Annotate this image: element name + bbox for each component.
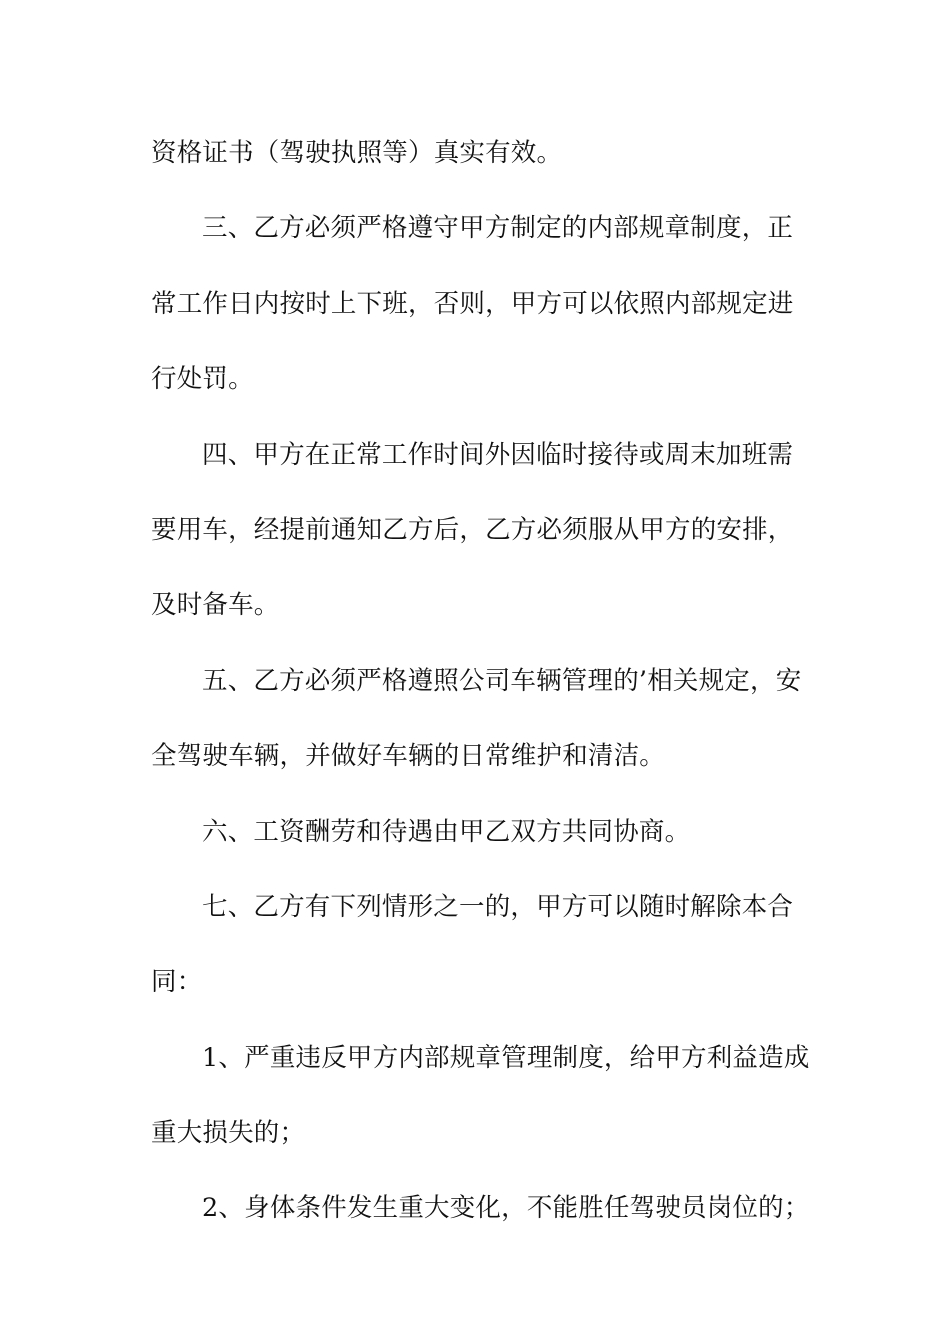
clause-three-line-1: 三、乙方必须严格遵守甲方制定的内部规章制度，正: [202, 213, 794, 244]
clause-four-line-3: 及时备车。: [151, 590, 280, 621]
clause-five-line-1: 五、乙方必须严格遵照公司车辆管理的’相关规定，安: [202, 665, 802, 696]
clause-seven-line-2: 同：: [151, 967, 203, 998]
text-line: 资格证书（驾驶执照等）真实有效。: [151, 138, 563, 168]
clause-six-line-1: 六、工资酬劳和待遇由甲乙双方共同协商。: [202, 816, 691, 847]
document-body: [151, 127, 810, 1258]
subclause-one-line-1: 1、严重违反甲方内部规章管理制度，给甲方利益造成: [202, 1042, 810, 1073]
subclause-two-line-1: 2、身体条件发生重大变化，不能胜任驾驶员岗位的；: [202, 1193, 810, 1224]
subclause-one-line-2: 重大损失的；: [151, 1118, 306, 1149]
clause-five-line-2: 全驾驶车辆，并做好车辆的日常维护和清洁。: [151, 741, 666, 772]
clause-four-line-2: 要用车，经提前通知乙方后，乙方必须服从甲方的安排，: [151, 514, 794, 545]
clause-seven-line-1: 七、乙方有下列情形之一的，甲方可以随时解除本合: [202, 891, 794, 922]
clause-four-line-1: 四、甲方在正常工作时间外因临时接待或周末加班需: [202, 439, 794, 470]
clause-three-line-2: 常工作日内按时上下班，否则，甲方可以依照内部规定进: [151, 288, 794, 319]
clause-three-line-3: 行处罚。: [151, 364, 254, 395]
